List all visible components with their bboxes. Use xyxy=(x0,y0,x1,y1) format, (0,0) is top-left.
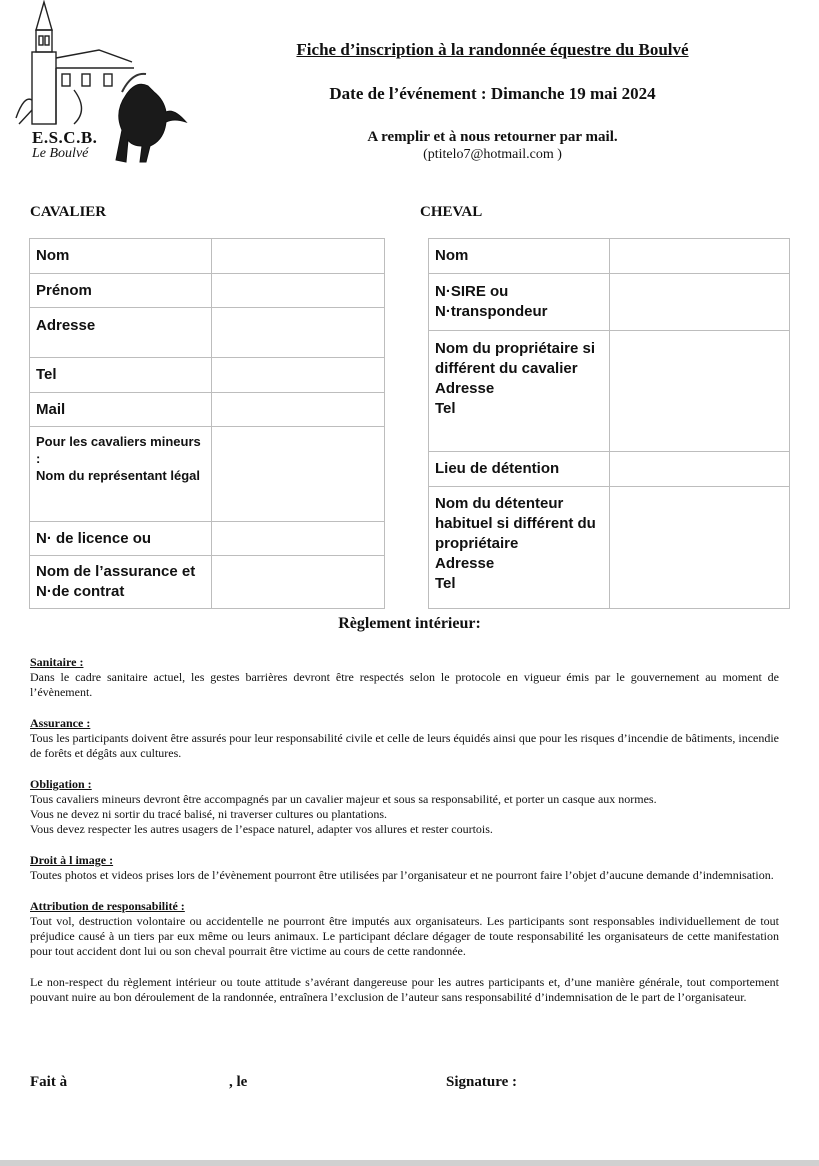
rule-heading: Attribution de responsabilité : xyxy=(30,899,185,913)
field-label: Nom du propriétaire si différent du cavalier Adresse Tel xyxy=(429,331,610,452)
cheval-nom-field[interactable] xyxy=(609,239,789,274)
rule-paragraph: Le non-respect du règlement intérieur ou toute attitude s’avérant dangereuse pour les autres participants et, d’une manière générale, tout comportement pouvant nuire au bon déroulement de la randonnée, entraînera l’exclusion de l’auteur sans responsabilité d’indemnisation de le part de l’organisateur. xyxy=(30,975,779,1004)
field-label: Nom xyxy=(30,239,212,274)
event-date: Date de l’événement : Dimanche 19 mai 2024 xyxy=(329,84,656,103)
rule-paragraph: Dans le cadre sanitaire actuel, les gestes barrières devront être respectés selon le protocole en vigueur émis par le gouvernement au moment de l’évènement. xyxy=(30,670,779,699)
rule-heading: Sanitaire : xyxy=(30,655,84,669)
page-bottom-edge xyxy=(0,1160,819,1166)
rule-heading: Obligation : xyxy=(30,777,92,791)
cavalier-table xyxy=(29,238,385,609)
rule-paragraph: Toutes photos et videos prises lors de l’évènement pourront être utilisées par l’organisateur et ne pourront faire l’objet d’aucune demande d’indemnisation. xyxy=(30,868,774,882)
prenom-field[interactable] xyxy=(211,274,384,308)
detention-field[interactable] xyxy=(609,452,789,487)
field-label: Nom du détenteur habituel si différent du propriétaire Adresse Tel xyxy=(429,487,610,609)
adresse-field[interactable] xyxy=(211,308,384,358)
date-label: , le xyxy=(229,1074,248,1090)
rule-section-responsabilite xyxy=(30,899,779,959)
logo-title: E.S.C.B. xyxy=(32,128,98,147)
rule-section-droit-image xyxy=(30,853,779,883)
field-label: Nom xyxy=(429,239,610,274)
rule-paragraph: Vous ne devez ni sortir du tracé balisé, ni traverser cultures ou plantations. xyxy=(30,807,388,821)
rules-title: Règlement intérieur: xyxy=(338,615,481,632)
field-label: Mail xyxy=(30,393,212,427)
instruction-text: A remplir et à nous retourner par mail. xyxy=(367,129,618,145)
table-row xyxy=(30,393,385,427)
field-label: N·SIRE ou N·transpondeur xyxy=(429,274,610,331)
table-row xyxy=(429,487,790,609)
field-label: Adresse xyxy=(30,308,212,358)
table-row xyxy=(30,556,385,609)
field-label: Pour les cavaliers mineurs : Nom du représentant légal xyxy=(30,427,212,522)
table-row xyxy=(30,239,385,274)
proprietaire-field[interactable] xyxy=(609,331,789,452)
logo-subtitle: Le Boulvé xyxy=(32,146,89,161)
rule-paragraph: Tout vol, destruction volontaire ou accidentelle ne pourront être imputés aux organisateurs. Les participants sont responsables individuellement de tout préjudice causé à un tiers par eux même ou leurs animaux. Le participant déclare dégager de toute responsabilité les organisateurs de cette manifestation pour tout accident dont lui ou son cheval pourrait être victime au cours de cette randonnée. xyxy=(30,914,779,958)
rule-heading: Droit à l image : xyxy=(30,853,114,867)
representant-field[interactable] xyxy=(211,427,384,522)
rules-body xyxy=(30,655,779,1021)
fait-a-label: Fait à xyxy=(30,1074,68,1090)
rule-paragraph: Tous les participants doivent être assurés pour leur responsabilité civile et celle de leurs équidés ainsi que pour les risques d’incendie de bâtiments, incendie de forêts et dégâts aux cultures. xyxy=(30,731,779,760)
table-row xyxy=(30,274,385,308)
field-label: Nom de l’assurance et N·de contrat xyxy=(30,556,212,609)
mail-field[interactable] xyxy=(211,393,384,427)
cheval-table xyxy=(428,238,790,609)
rule-heading: Assurance : xyxy=(30,716,91,730)
contact-email[interactable]: (ptitelo7@hotmail.com ) xyxy=(423,147,562,162)
cheval-heading: CHEVAL xyxy=(420,204,483,220)
assurance-field[interactable] xyxy=(211,556,384,609)
rule-section-assurance xyxy=(30,716,779,761)
nom-field[interactable] xyxy=(211,239,384,274)
field-label: Prénom xyxy=(30,274,212,308)
table-row xyxy=(429,239,790,274)
table-row xyxy=(30,522,385,556)
rule-paragraph: Tous cavaliers mineurs devront être accompagnés par un cavalier majeur et sous sa responsabilité, et porter un casque aux normes. xyxy=(30,792,657,806)
table-row xyxy=(429,331,790,452)
rule-section-obligation xyxy=(30,777,779,837)
sire-field[interactable] xyxy=(609,274,789,331)
table-row xyxy=(30,358,385,393)
table-row xyxy=(30,308,385,358)
rule-closing xyxy=(30,975,779,1005)
table-row xyxy=(429,452,790,487)
form-title: Fiche d’inscription à la randonnée équestre du Boulvé xyxy=(296,40,689,59)
table-row xyxy=(429,274,790,331)
field-label: Lieu de détention xyxy=(429,452,610,487)
licence-field[interactable] xyxy=(211,522,384,556)
cavalier-heading: CAVALIER xyxy=(30,204,107,220)
rule-section-sanitaire xyxy=(30,655,779,700)
field-label: N· de licence ou xyxy=(30,522,212,556)
field-label: Tel xyxy=(30,358,212,393)
tel-field[interactable] xyxy=(211,358,384,393)
detenteur-field[interactable] xyxy=(609,487,789,609)
table-row xyxy=(30,427,385,522)
rule-paragraph: Vous devez respecter les autres usagers de l’espace naturel, adapter vos allures et rester courtois. xyxy=(30,822,493,836)
signature-label: Signature : xyxy=(446,1074,517,1090)
